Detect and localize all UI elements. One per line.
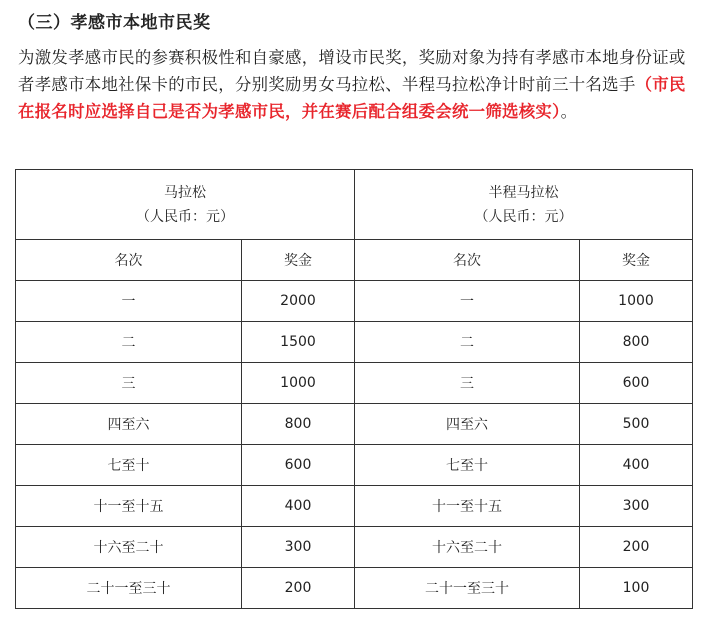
marathon-prize-cell: 400 [242,486,355,527]
marathon-rank-cell: 十一至十五 [16,486,242,527]
marathon-prize-cell: 1000 [242,363,355,404]
half-prize-cell: 500 [580,404,693,445]
description-end: 。 [560,102,578,121]
verification-note: （市民在报名时应选择自己是否为孝感市民，并在赛后配合组委会统一筛选核实） [18,75,686,121]
half-marathon-unit: （人民币：元） [474,208,573,225]
prize-table [15,169,693,609]
half-marathon-title: 半程马拉松 [488,184,559,201]
marathon-unit: （人民币：元） [136,208,234,225]
marathon-rank-cell: 十六至二十 [16,527,242,568]
marathon-rank-cell: 一 [16,281,242,322]
half-rank-cell: 二 [355,322,580,363]
marathon-prize-cell: 2000 [242,281,355,322]
half-prize-cell: 1000 [580,281,693,322]
half-rank-cell: 三 [355,363,580,404]
marathon-prize-cell: 200 [242,568,355,609]
description-paragraph [18,44,698,125]
marathon-prize-cell: 300 [242,527,355,568]
half-rank-cell: 七至十 [355,445,580,486]
table-row [16,527,693,568]
half-rank-header: 名次 [355,240,580,281]
table-column-header-row [16,240,693,281]
half-prize-cell: 400 [580,445,693,486]
table-row [16,486,693,527]
half-rank-cell: 二十一至三十 [355,568,580,609]
table-row [16,363,693,404]
marathon-rank-cell: 三 [16,363,242,404]
marathon-prize-cell: 800 [242,404,355,445]
half-prize-cell: 100 [580,568,693,609]
marathon-rank-cell: 二 [16,322,242,363]
half-prize-cell: 300 [580,486,693,527]
marathon-rank-header: 名次 [16,240,242,281]
half-rank-cell: 一 [355,281,580,322]
marathon-prize-cell: 600 [242,445,355,486]
table-row [16,404,693,445]
marathon-prize-cell: 1500 [242,322,355,363]
marathon-rank-cell: 二十一至三十 [16,568,242,609]
marathon-prize-header: 奖金 [242,240,355,281]
half-rank-cell: 十六至二十 [355,527,580,568]
half-prize-cell: 600 [580,363,693,404]
table-row [16,445,693,486]
half-prize-cell: 800 [580,322,693,363]
table-row [16,281,693,322]
half-prize-cell: 200 [580,527,693,568]
table-row [16,568,693,609]
description-main-text: 为激发孝感市民的参赛积极性和自豪感，增设市民奖，奖励对象为持有孝感市本地身份证或者孝感市本地社保卡的市民，分别奖励男女马拉松、半程马拉松净计时前三十名选手 [18,48,686,94]
half-rank-cell: 四至六 [355,404,580,445]
half-rank-cell: 十一至十五 [355,486,580,527]
marathon-title: 马拉松 [164,184,206,201]
table-row [16,322,693,363]
table-group-header-row [16,170,693,240]
marathon-header-cell [16,170,355,240]
marathon-rank-cell: 七至十 [16,445,242,486]
half-marathon-header-cell [355,170,693,240]
marathon-rank-cell: 四至六 [16,404,242,445]
half-prize-header: 奖金 [580,240,693,281]
section-heading: （三）孝感市本地市民奖 [18,13,211,33]
